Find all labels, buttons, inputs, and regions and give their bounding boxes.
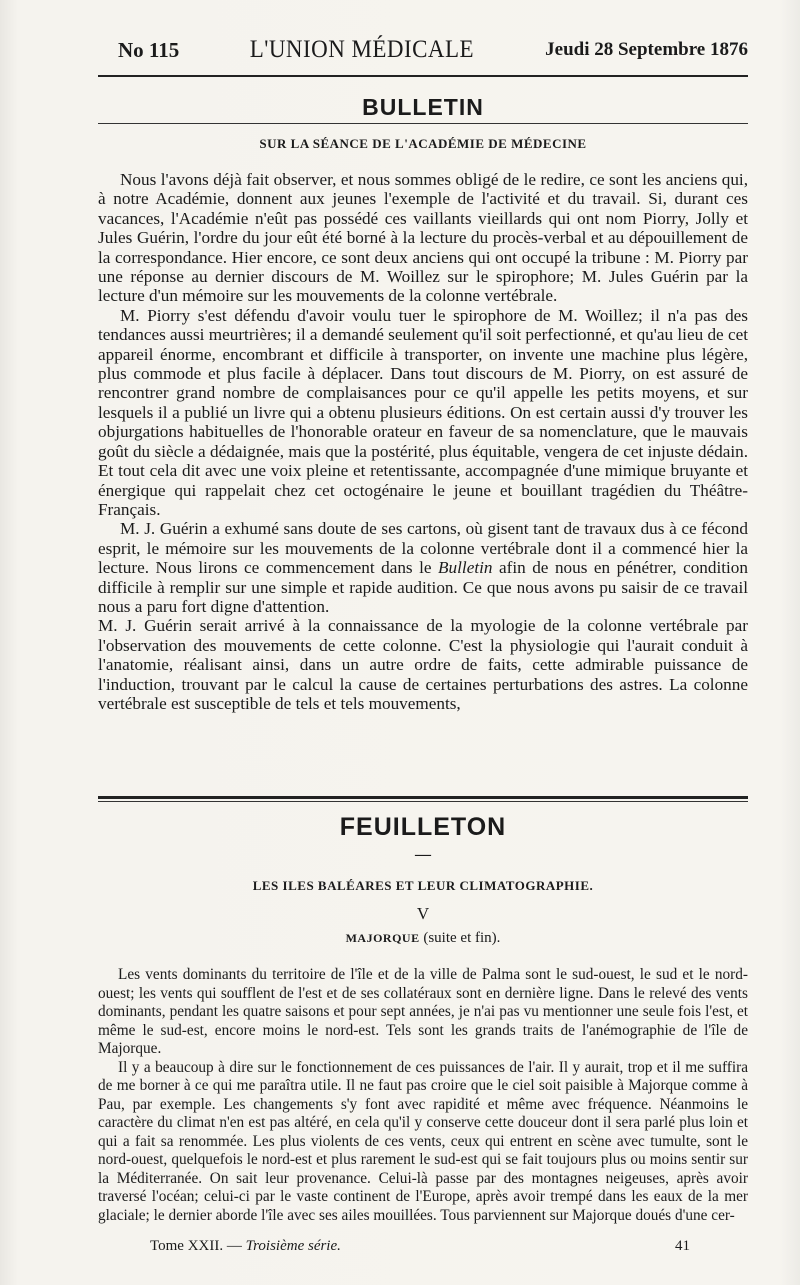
chapter-number: V (416, 904, 430, 923)
feuilleton-paragraph: Il y a beaucoup à dire sur le fonctionnement de ces puissances de l'air. Il y aurait, trop et il me suffira de me borner à ce qui me paraîtra utile. Il ne faut pas croire que le ciel soit paisible à Majorque comme à Pau, par exemple. Les changements s'y font avec rapidité et même avec fréquence. Néanmoins le caractère du climat n'en est pas altéré, en cela qu'il y conserve cette douceur dont il sera parlé plus loin et qui a fait sa renommée. Les plus violents de ces vents, ceux qui entrent en scène avec tumulte, sont le nord-ouest, quelquefois le nord-est et plus rarement le sud-est qui se fait toujours plus ou moins sentir sur la Méditerranée. On sait leur provenance. Celui-là passe par des montagnes neigeuses, après avoir traversé l'océan; celui-ci par le vaste continent de l'Europe, après avoir trempé dans les eaux de la mer glaciale; le dernier aborde l'île avec ses ailes mouillées. Tous parviennent sur Majorque doués d'une cer- (98, 1058, 748, 1224)
feuilleton-body (98, 966, 748, 1225)
issue-number: No 115 (118, 37, 180, 62)
page-header (118, 30, 748, 70)
page-footer (150, 1238, 690, 1262)
bulletin-italic: Bulletin (438, 558, 493, 578)
feuilleton-rule-thin (98, 801, 748, 802)
section-heading: MAJORQUE (suite et fin). (345, 930, 501, 946)
bulletin-subtitle: SUR LA SÉANCE DE L'ACADÉMIE DE MÉDECINE (259, 136, 587, 151)
feuilleton-subtitle: LES ILES BALÉARES ET LEUR CLIMATOGRAPHIE. (252, 878, 594, 893)
page-number: 41 (675, 1238, 690, 1254)
feuilleton-dash: — (415, 846, 431, 863)
bulletin-title-rule (98, 123, 748, 124)
bulletin-body (98, 170, 748, 713)
bulletin-paragraph: M. J. Guérin a exhumé sans doute de ses cartons, où gisent tant de travaux dus à ce fécond esprit, le mémoire sur les mouvements de la colonne vertébrale dont il a commencé hier la lecture. Nous lirons ce commencement dans le Bulletin afin de nous en pénétrer, condition difficile à remplir sur une simple et rapide audition. Ce que nous avons pu saisir de ce travail nous a paru fort digne d'attention. (98, 519, 748, 616)
bulletin-paragraph: M. Piorry s'est défendu d'avoir voulu tuer le spirophore de M. Woillez; il n'a pas des tendances aussi meurtrières; il a demandé seulement qu'il soit perfectionné, et qu'au lieu de cet appareil énorme, encombrant et difficile à transporter, on invente une machine plus légère, plus commode et plus facile à déplacer. Dans tout discours de M. Piorry, on est assuré de rencontrer grand nombre de complaisances pour ce qu'il appelle les petits moyens, et sur lesquels il a publié un livre qui a obtenu plusieurs éditions. On est certain aussi d'y trouver les objurgations habituelles de l'honorable orateur en faveur de sa nomenclature, que le mauvais goût du siècle a dédaignée, mais que la postérité, plus équitable, vengera de cet injuste dédain. Et tout cela dit avec une voix pleine et retentissante, accompagnée d'une mimique bruyante et énergique qui rappelait chez cet octogénaire le jeune et bouillant tragédien du Théâtre-Français. (98, 305, 749, 519)
issue-date: Jeudi 28 Septembre 1876 (545, 39, 748, 60)
journal-title: L'UNION MÉDICALE (250, 36, 475, 63)
header-rule (98, 75, 748, 77)
bulletin-title: BULLETIN (362, 94, 484, 120)
feuilleton-rule (98, 796, 748, 799)
bulletin-paragraph: M. J. Guérin serait arrivé à la connaissance de la myologie de la colonne vertébrale par l'observation des mouvements de cette colonne. C'est la physiologie qui l'aurait conduit à l'anatomie, réalisant ainsi, dans un autre ordre de faits, cette admirable puissance de l'induction, trouvant par le calcul la cause de certaines perturbations des astres. La colonne vertébrale est susceptible de tels et tels mouvements, (98, 616, 748, 713)
tome-label: Tome XXII. — Troisième série. (150, 1238, 341, 1254)
bulletin-paragraph: Nous l'avons déjà fait observer, et nous sommes obligé de le redire, ce sont les anciens qui, à notre Académie, donnent aux jeunes l'exemple de l'activité et du travail. Si, durant ces vacances, l'Académie n'eût pas possédé ces vaillants vieillards qui ont nom Piorry, Jolly et Jules Guérin, l'ordre du jour eût été borné à la lecture du procès-verbal et au dépouillement de la correspondance. Hier encore, ce sont deux anciens qui ont occupé la tribune : M. Piorry par une réponse au dernier discours de M. Woillez sur le spirophore; M. Jules Guérin par la lecture d'un mémoire sur les mouvements de la colonne vertébrale. (98, 170, 748, 306)
feuilleton-paragraph: Les vents dominants du territoire de l'île et de la ville de Palma sont le sud-ouest, le sud et le nord-ouest; les vents qui soufflent de l'est et de ses collatéraux sont en dernière ligne. Dans le relevé des vents dominants, pendant les quatre saisons et pour sept années, je n'ai pas vu mentionner une seule fois l'est, et même le sud-est, encore moins le nord-est. Tels sont les grands traits de l'anémographie de l'île de Majorque. (98, 966, 748, 1057)
feuilleton-title: FEUILLETON (339, 813, 507, 841)
